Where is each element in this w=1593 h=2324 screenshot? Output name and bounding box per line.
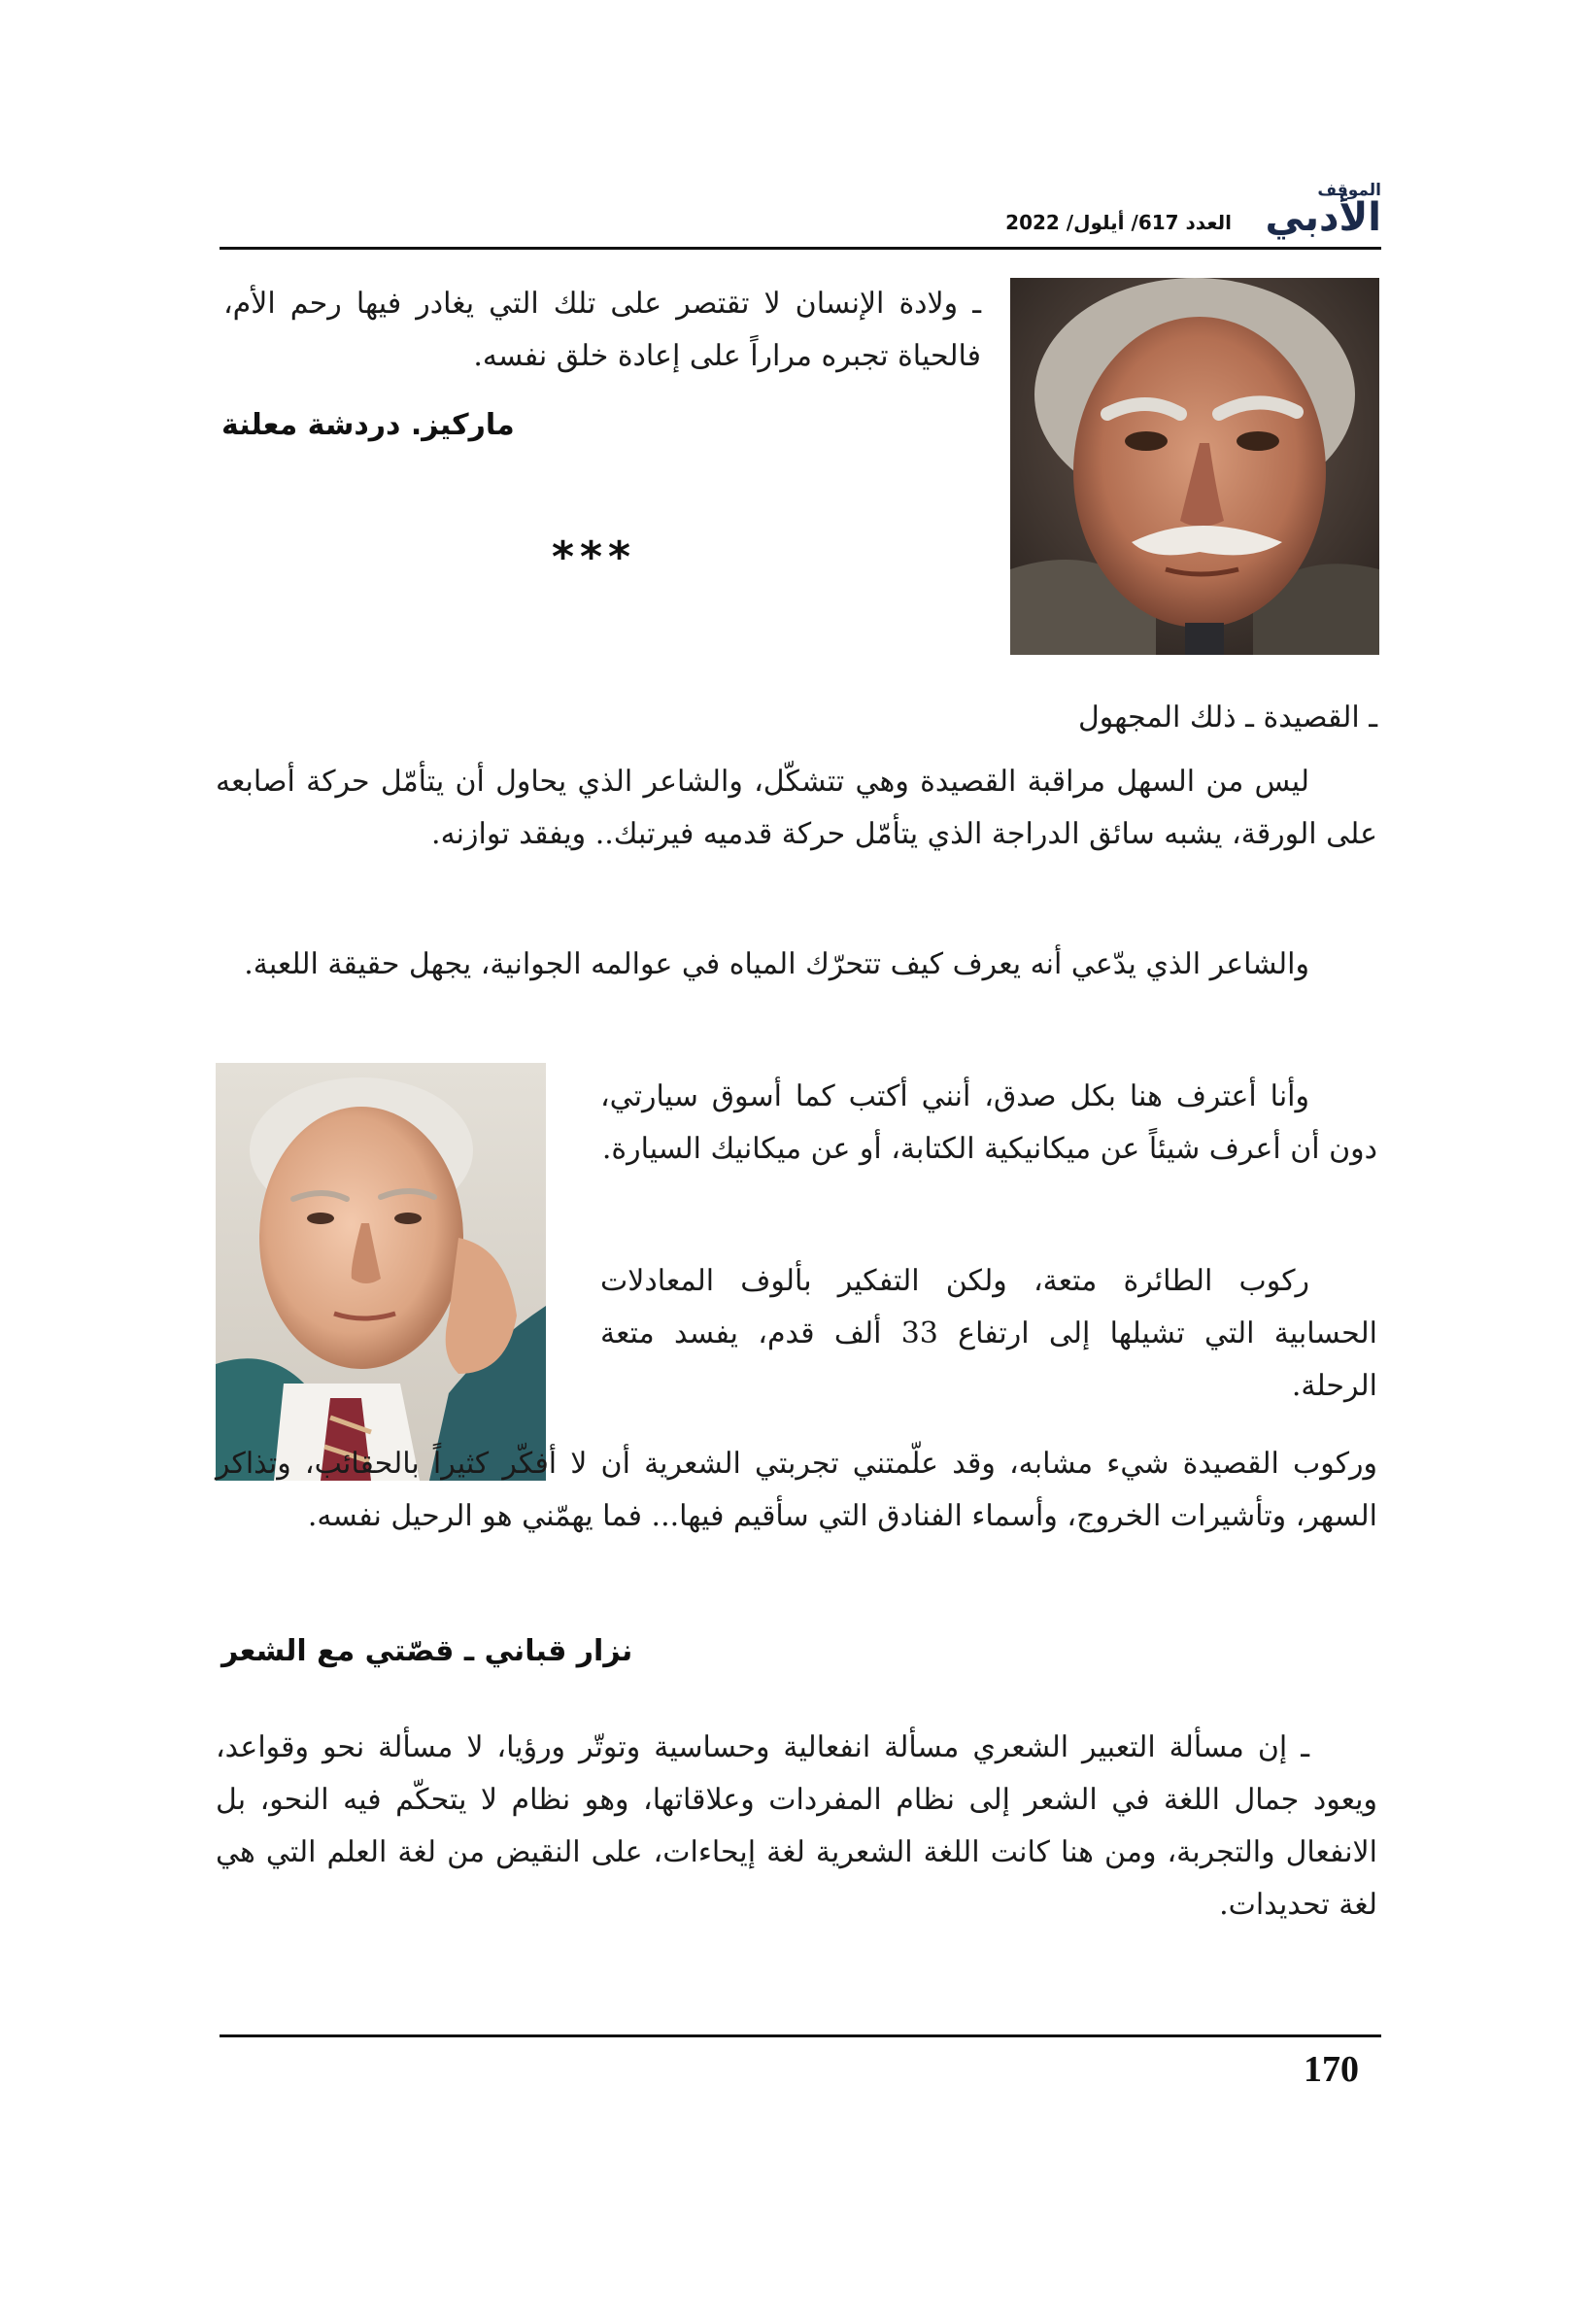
paragraph: والشاعر الذي يدّعي أنه يعرف كيف تتحرّك المياه في عوالمه الجوانية، يجهل حقيقة اللعبة. (244, 947, 1309, 981)
page-number: 170 (1304, 2049, 1359, 2090)
masthead-title: الأدبي (1265, 195, 1381, 240)
paragraph: وأنا أعترف هنا بكل صدق، أنني أكتب كما أسوق سيارتي، دون أن أعرف شيئاً عن ميكانيكية الكتابة، أو عن ميكانيك السيارة. (600, 1079, 1377, 1166)
magazine-masthead (1255, 181, 1381, 243)
issue-info: العدد 617/ أيلول/ 2022 (1005, 211, 1232, 234)
masthead-subtitle: الموقف (1317, 181, 1381, 200)
marquez-quote: ـ ولادة الإنسان لا تقتصر على تلك التي يغادر فيها رحم الأم، فالحياة تجبره مراراً على إعادة خلق نفسه. (223, 287, 981, 373)
marquez-portrait-image (1010, 278, 1379, 655)
paragraph: ركوب الطائرة متعة، ولكن التفكير بألوف المعادلات الحسابية التي تشيلها إلى ارتفاع 33 ألف قدم، يفسد متعة الرحلة. (600, 1264, 1378, 1403)
qabbani-portrait-image (216, 1063, 546, 1481)
closing-paragraph: ـ إن مسألة التعبير الشعري مسألة انفعالية وحساسية وتوتّر ورؤيا، لا مسألة نحو وقواعد، ويعود جمال اللغة في الشعر إلى نظام المفردات وعلاقاتها، وهو نظام لا يتحكّم فيه النحو، بل الانفعال والتجربة، ومن هنا كانت اللغة الشعرية لغة إيحاءات، على النقيض من لغة العلم التي هي لغة تحديدات. (216, 1730, 1377, 1922)
header-divider (220, 247, 1381, 250)
paragraph: ليس من السهل مراقبة القصيدة وهي تتشكّل، والشاعر الذي يحاول أن يتأمّل حركة أصابعه على الورقة، يشبه سائق الدراجة الذي يتأمّل حركة قدميه فيرتبك.. ويفقد توازنه. (216, 765, 1377, 851)
poem-intro-line: ـ القصيدة ـ ذلك المجهول (1078, 701, 1377, 735)
footer-divider (220, 2034, 1381, 2037)
paragraph: وركوب القصيدة شيء مشابه، وقد علّمتني تجربتي الشعرية أن لا أفكّر كثيراً بالحقائب، وتذاكر السهر، وتأشيرات الخروج، وأسماء الفنادق التي سأقيم فيها... فما يهمّني هو الرحيل نفسه. (216, 1447, 1377, 1533)
section-separator: *** (552, 532, 637, 582)
qabbani-source-heading: نزار قباني ـ قصّتي مع الشعر (221, 1634, 633, 1668)
marquez-source-heading: ماركيز. دردشة معلنة (221, 408, 515, 442)
